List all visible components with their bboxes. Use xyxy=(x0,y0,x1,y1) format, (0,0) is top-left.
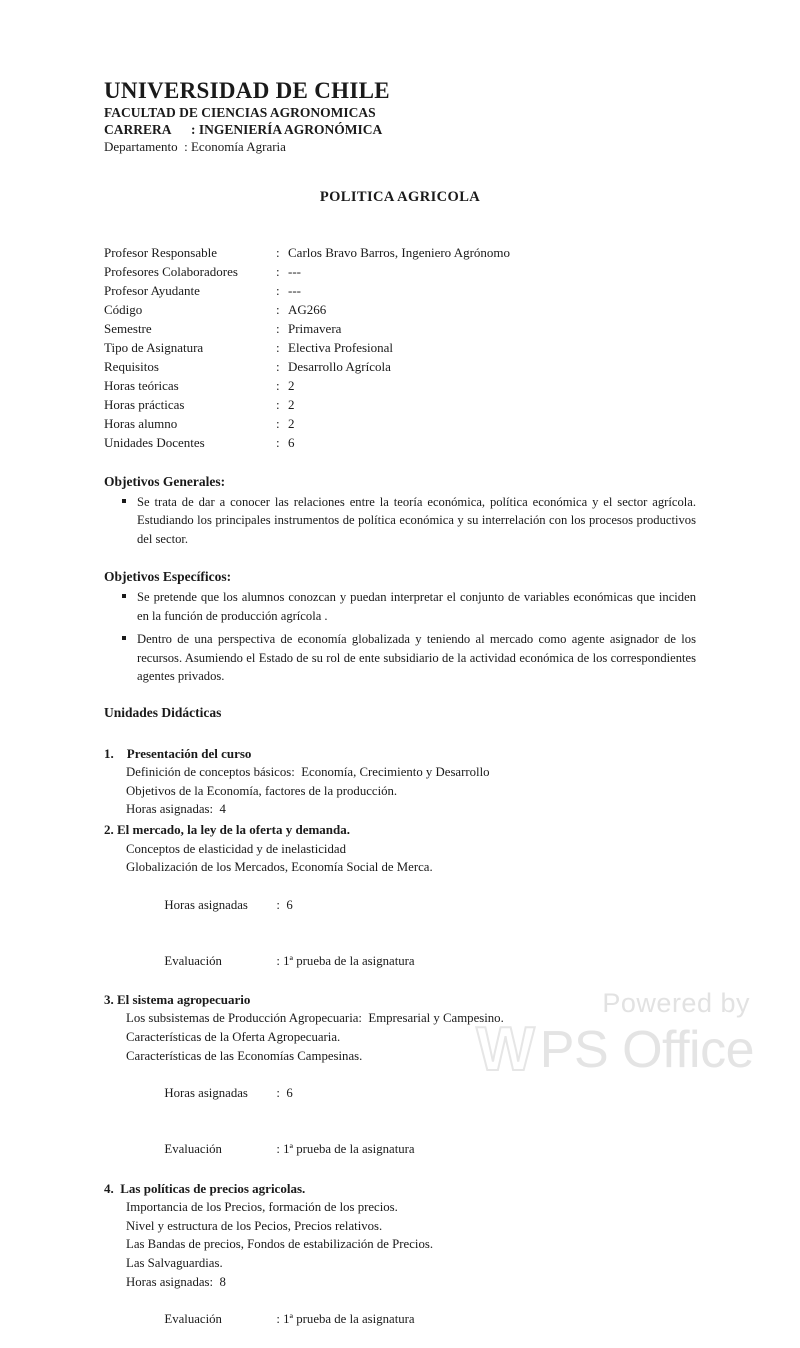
info-label: Código xyxy=(104,301,143,317)
info-value: 6 xyxy=(288,434,295,450)
info-value: Primavera xyxy=(288,320,342,336)
unit-item xyxy=(104,1179,696,1348)
document-title: POLITICA AGRICOLA xyxy=(319,188,481,205)
info-separator: : xyxy=(276,358,280,374)
info-value: 2 xyxy=(288,377,295,393)
info-value: Carlos Bravo Barros, Ingeniero Agrónomo xyxy=(288,244,511,260)
document-content xyxy=(104,78,696,1348)
university-name: UNIVERSIDAD DE CHILE xyxy=(104,78,390,103)
faculty-name: FACULTAD DE CIENCIAS AGRONOMICAS xyxy=(104,105,376,121)
unit-eval-line xyxy=(126,1122,696,1178)
info-separator: : xyxy=(276,434,280,450)
unit-eval-line xyxy=(126,933,696,989)
watermark-office-text: PS Office xyxy=(539,1020,754,1079)
unit-hours-label: Horas asignadas xyxy=(164,897,248,912)
objetivos-especificos-list xyxy=(104,588,696,686)
info-separator: : xyxy=(276,377,280,393)
department-line: Departamento : Economía Agraria xyxy=(104,139,286,155)
unit-body xyxy=(104,840,696,989)
unit-title: 2. El mercado, la ley de la oferta y demanda. xyxy=(104,822,351,838)
table-row xyxy=(104,415,510,434)
info-label: Semestre xyxy=(104,320,152,336)
info-label: Profesor Responsable xyxy=(104,244,218,260)
unit-hours-value: : 6 xyxy=(276,1086,293,1101)
list-item xyxy=(104,630,696,686)
info-label: Tipo de Asignatura xyxy=(104,339,204,355)
info-separator: : xyxy=(276,244,280,260)
table-row xyxy=(104,434,510,453)
wps-logo-icon: W xyxy=(476,1015,533,1085)
unit-line: Definición de conceptos básicos: Economía, Crecimiento y Desarrollo xyxy=(126,765,490,780)
table-row xyxy=(104,396,510,415)
unit-eval-label: Evaluación xyxy=(164,953,222,968)
info-label: Horas alumno xyxy=(104,415,178,431)
unit-eval-value: : 1ª prueba de la asignatura xyxy=(276,1312,415,1327)
unit-line: Los subsistemas de Producción Agropecuaria: Empresarial y Campesino. xyxy=(126,1011,504,1026)
info-label: Requisitos xyxy=(104,358,159,374)
table-row xyxy=(104,377,510,396)
square-bullet-icon xyxy=(122,499,126,503)
unit-line: Globalización de los Mercados, Economía Social de Merca. xyxy=(126,860,433,875)
info-value: 2 xyxy=(288,415,295,431)
info-value: Electiva Profesional xyxy=(288,339,394,355)
unit-eval-label: Evaluación xyxy=(164,1312,222,1327)
info-label: Horas teóricas xyxy=(104,377,179,393)
unit-eval-value: : 1ª prueba de la asignatura xyxy=(276,1142,415,1157)
unit-line: Conceptos de elasticidad y de inelasticidad xyxy=(126,841,346,856)
unit-body xyxy=(104,1009,696,1177)
info-value: --- xyxy=(288,263,301,279)
unit-title: 1. Presentación del curso xyxy=(104,745,252,761)
unit-line: Características de la Oferta Agropecuaria. xyxy=(126,1030,341,1045)
info-separator: : xyxy=(276,339,280,355)
table-row xyxy=(104,320,510,339)
table-row xyxy=(104,282,510,301)
carrera-line: CARRERA : INGENIERÍA AGRONÓMICA xyxy=(104,122,383,138)
unit-hours-line: Horas asignadas: 8 xyxy=(126,1274,226,1289)
info-separator: : xyxy=(276,301,280,317)
table-row xyxy=(104,263,510,282)
table-row xyxy=(104,339,510,358)
objetivos-generales-heading: Objetivos Generales: xyxy=(104,473,226,489)
unit-body xyxy=(104,763,696,819)
table-row xyxy=(104,301,510,320)
unit-item xyxy=(104,990,696,1178)
info-separator: : xyxy=(276,282,280,298)
info-separator: : xyxy=(276,415,280,431)
document-header xyxy=(104,78,696,156)
objetivos-especificos-heading: Objetivos Específicos: xyxy=(104,569,232,585)
list-item xyxy=(104,588,696,625)
unit-hours-line xyxy=(126,1066,696,1122)
unit-hours-value: : 6 xyxy=(276,897,293,912)
info-value: 2 xyxy=(288,396,295,412)
info-label: Horas prácticas xyxy=(104,396,185,412)
info-separator: : xyxy=(276,396,280,412)
unidades-list xyxy=(104,744,696,1348)
unit-hours-line: Horas asignadas: 4 xyxy=(126,802,226,817)
unit-line: Objetivos de la Economía, factores de la producción. xyxy=(126,783,398,798)
unit-item xyxy=(104,744,696,820)
unit-line: Las Bandas de precios, Fondos de estabilización de Precios. xyxy=(126,1237,434,1252)
info-value: Desarrollo Agrícola xyxy=(288,358,391,374)
unit-eval-line xyxy=(126,1291,696,1347)
info-separator: : xyxy=(276,320,280,336)
unit-eval-label: Evaluación xyxy=(164,1142,222,1157)
table-row xyxy=(104,358,510,377)
unit-line: Las Salvaguardias. xyxy=(126,1256,223,1271)
unit-item xyxy=(104,820,696,989)
square-bullet-icon xyxy=(122,594,126,598)
unit-line: Características de las Economías Campesinas. xyxy=(126,1048,363,1063)
info-value: AG266 xyxy=(288,301,327,317)
list-item-text: Se pretende que los alumnos conozcan y puedan interpretar el conjunto de variables económicas que inciden en la función de producción agrícola . xyxy=(137,590,696,623)
unit-title: 3. El sistema agropecuario xyxy=(104,991,251,1007)
list-item-text: Dentro de una perspectiva de economía globalizada y teniendo al mercado como agente asignador de los recursos. Asumiendo el Estado de su rol de ente subsidiario de la actividad económica de los correspondientes agentes privados. xyxy=(137,632,696,684)
unit-line: Nivel y estructura de los Pecios, Precios relativos. xyxy=(126,1218,383,1233)
unit-line: Importancia de los Precios, formación de los precios. xyxy=(126,1200,398,1215)
unit-body xyxy=(104,1198,696,1347)
list-item xyxy=(104,493,696,549)
info-label: Unidades Docentes xyxy=(104,434,205,450)
unidades-heading: Unidades Didácticas xyxy=(104,704,222,720)
list-item-text: Se trata de dar a conocer las relaciones entre la teoría económica, política económica y el sector agrícola. Estudiando los principales instrumentos de política económica y su interrelación con los procesos productivos del sector. xyxy=(137,494,696,546)
info-label: Profesores Colaboradores xyxy=(104,263,238,279)
info-label: Profesor Ayudante xyxy=(104,282,200,298)
table-row xyxy=(104,244,510,263)
unit-eval-value: : 1ª prueba de la asignatura xyxy=(276,953,415,968)
objetivos-generales-list xyxy=(104,493,696,549)
course-info-table xyxy=(104,244,510,453)
watermark-powered-text: Powered by xyxy=(602,988,750,1019)
info-value: --- xyxy=(288,282,301,298)
square-bullet-icon xyxy=(122,636,126,640)
unit-hours-label: Horas asignadas xyxy=(164,1086,248,1101)
unit-title: 4. Las políticas de precios agricolas. xyxy=(104,1180,306,1196)
info-separator: : xyxy=(276,263,280,279)
unit-hours-line xyxy=(126,877,696,933)
